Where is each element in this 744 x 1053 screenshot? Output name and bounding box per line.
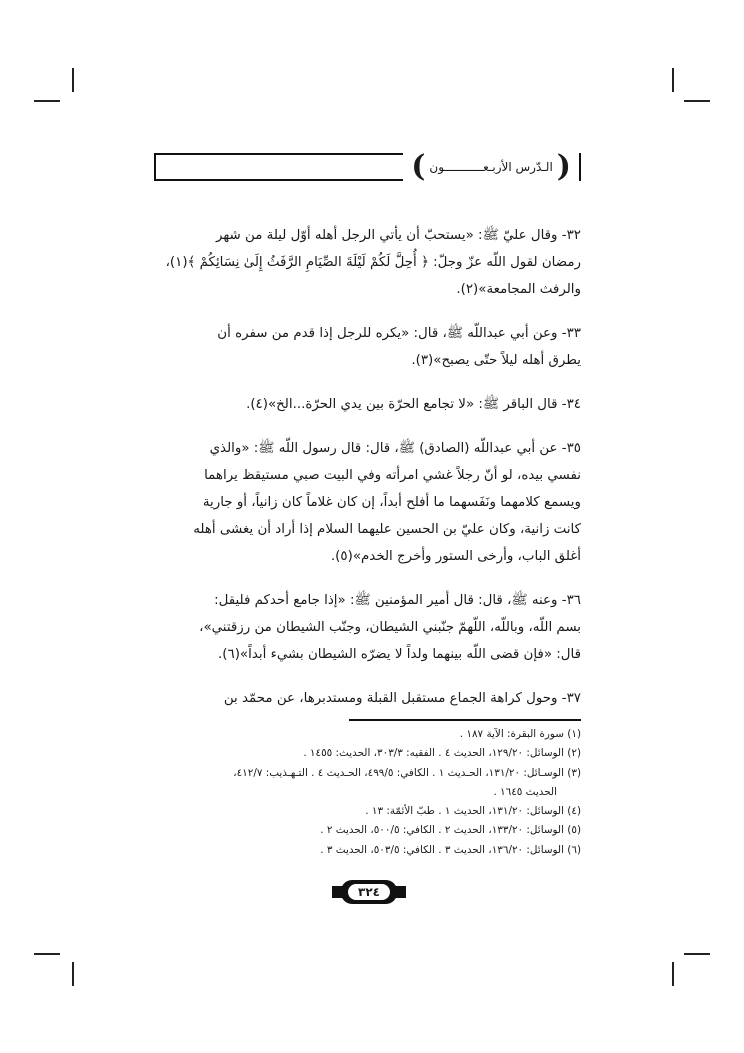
paragraph (158, 391, 581, 418)
text-line: ٣٥- عن أبي عبداللّه (الصادق) ﷺ، قال: قال رسول اللّه ﷺ: «والذي (209, 441, 581, 456)
text-line: رمضان لقول اللّه عزّ وجلّ: ﴿ أُحِلَّ لَكُمْ لَيْلَةَ الصِّيَامِ الرَّفَثُ إِلَىٰ نِسَائِكُمْ ﴾(١)، (165, 255, 581, 270)
header-bar (154, 149, 581, 184)
crop-mark (672, 68, 674, 92)
text-line: ٣٦- وعنه ﷺ، قال: قال أمير المؤمنين ﷺ: «إذا جامع أحدكم فليقل: (214, 593, 581, 608)
main-text (158, 222, 581, 729)
paragraph (158, 685, 581, 712)
text-line: ويسمع كلامهما ونَفَسهما ما أفلح أبداً، إن كان غلاماً كان زانياً، أو جارية (202, 495, 581, 510)
text-line: ٣٢- وقال عليّ ﷺ: «يستحبّ أن يأتي الرجل أهله أوّل ليلة من شهر (216, 228, 581, 243)
text-line: أغلق الباب، وأرخى الستور وأخرج الخدم»(٥). (330, 549, 581, 564)
text-line: يطرق أهله ليلاً حتّى يصبح»(٣). (411, 353, 581, 368)
footnote: (٣) الوسـائل: ١٣١/٢٠، الحـديث ١ . الكافي: ٤٩٩/٥، الحـديث ٤ . التـهـذيب: ٤١٢/٧، (233, 766, 581, 779)
footnote-continuation: الحديث ١٦٤٥ . (493, 785, 557, 798)
crop-mark (672, 962, 674, 986)
crop-mark (72, 962, 74, 986)
text-line: نفسي بيده، لو أنّ رجلاً غشي امرأته وفي البيت صبي مستيقظ يراهما (204, 468, 581, 483)
text-line: قال: «فإن قضى اللّه بينهما ولداً لا يضرّه الشيطان بشيء أبداً»(٦). (218, 647, 581, 662)
ornament-paren-left: ( (411, 149, 426, 184)
page-number-badge (332, 880, 406, 904)
text-line: ٣٤- قال الباقر ﷺ: «لا تجامع الحرّة بين يدي الحرّة...الخ»(٤). (246, 397, 581, 412)
paragraph (158, 320, 581, 374)
footnote: (٦) الوسائل: ١٣٦/٢٠، الحديث ٣ . الكافي: ٥٠٣/٥، الحديث ٣ . (320, 843, 581, 856)
page-number: ٣٢٤ (348, 884, 390, 900)
crop-mark (34, 953, 60, 955)
paragraph (158, 222, 581, 303)
ornament-paren-right: ) (556, 149, 571, 184)
crop-mark (34, 100, 60, 102)
footnote: (١) سورة البقرة: الآية ١٨٧ . (459, 728, 581, 740)
text-line: ٣٣- وعن أبي عبداللّه ﷺ، قال: «يكره للرجل إذا قدم من سفره أن (217, 326, 581, 341)
header-title-box (403, 148, 579, 186)
text-line: كانت زانية، وكان عليّ بن الحسين عليهما السلام إذا أراد أن يغشى أهله (193, 522, 581, 537)
paragraph (158, 587, 581, 668)
crop-mark (684, 100, 710, 102)
text-line: بسم اللّه، وباللّه، اللّهمّ جنّبني الشيطان، وجنّب الشيطان من رزقتني»، (199, 620, 581, 635)
footnote: (٥) الوسائل: ١٣٣/٢٠، الحديث ٢ . الكافي: ٥٠٠/٥، الحديث ٢ . (320, 824, 581, 837)
footnotes (158, 725, 581, 860)
lesson-title: الـدّرس الأربـعـــــــــــون (429, 160, 553, 174)
footnote: (٢) الوسائل: ١٢٩/٢٠، الحديث ٤ . الفقيه: ٣٠٣/٣، الحديث: ١٤٥٥ . (303, 747, 581, 760)
paragraph (158, 435, 581, 570)
crop-mark (684, 953, 710, 955)
text-line: ٣٧- وحول كراهة الجماع مستقبل القبلة ومستدبرها، عن محمّد بن (223, 691, 581, 706)
footnote: (٤) الوسائل: ١٣١/٢٠، الحديث ١ . طبّ الأئمّة: ١٣ . (365, 805, 581, 818)
text-line: والرفث المجامعة»(٢). (456, 282, 581, 297)
footnote-separator (349, 719, 581, 721)
crop-mark (72, 68, 74, 92)
